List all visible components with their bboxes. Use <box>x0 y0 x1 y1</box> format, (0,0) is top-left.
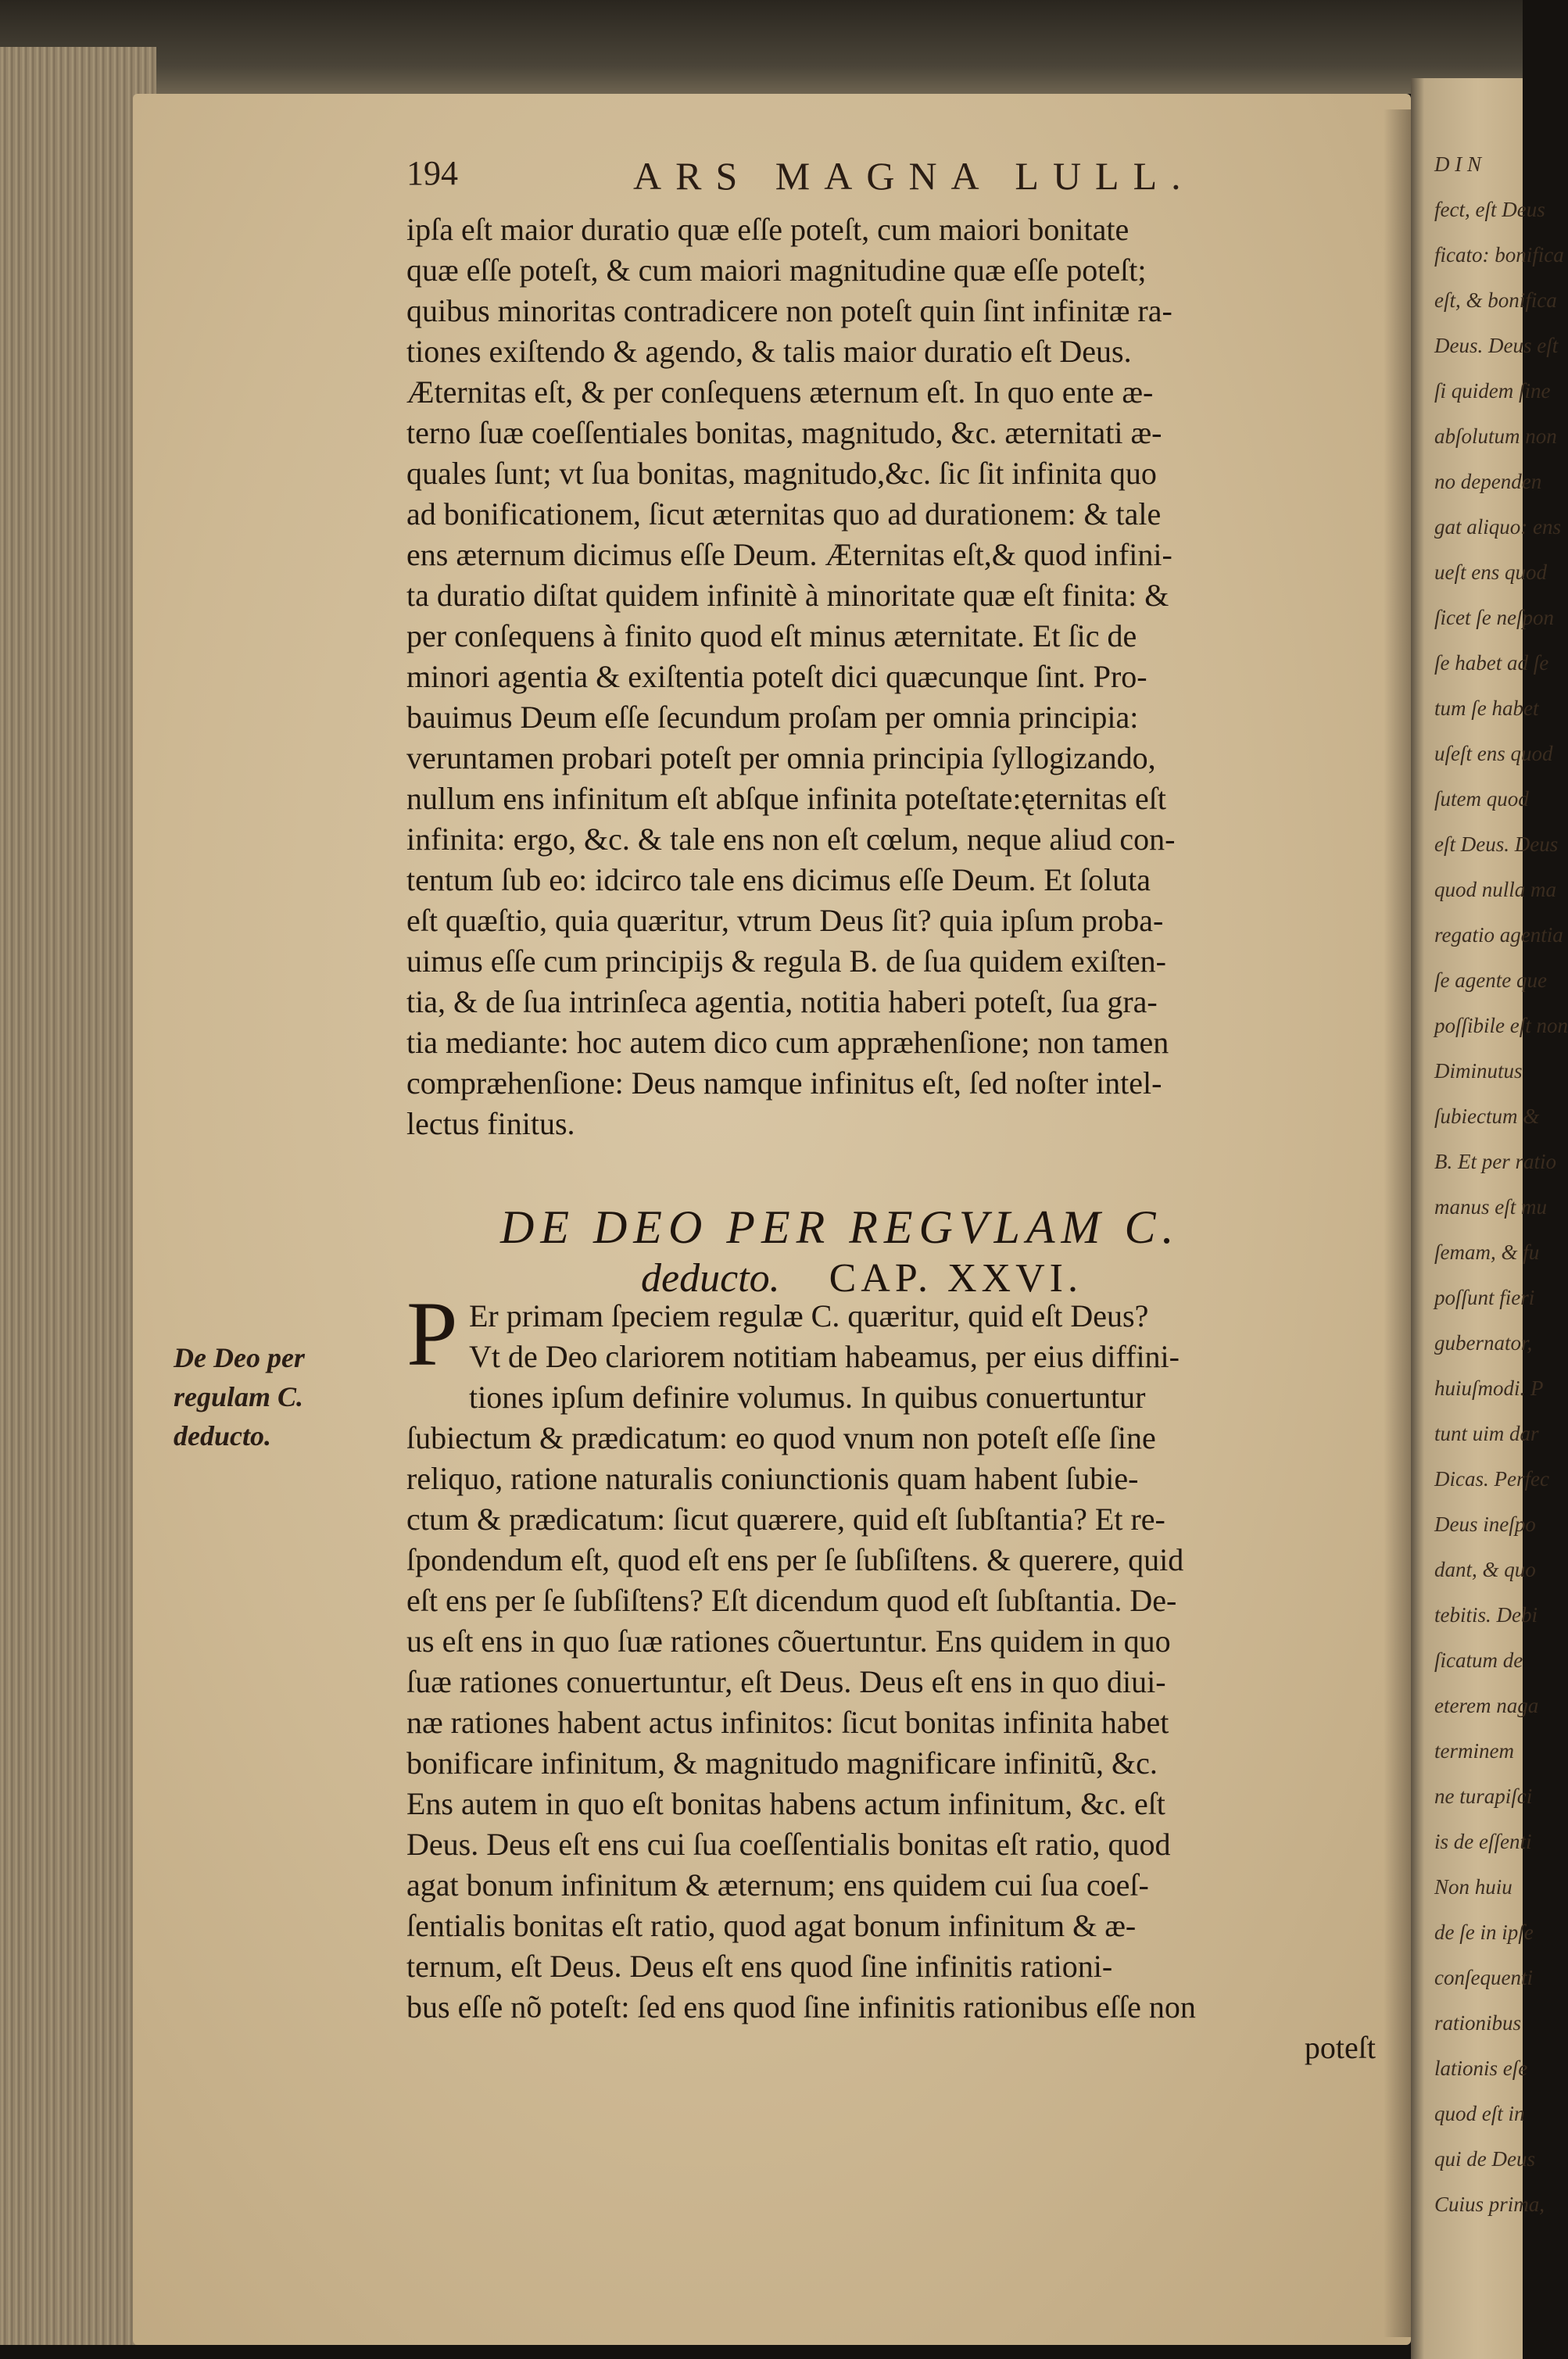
facing-page-line: no dependen <box>1434 470 1542 493</box>
facing-page-line: ne turapiſci <box>1434 1784 1533 1808</box>
facing-page-line: Dicas. Perfec <box>1434 1467 1549 1491</box>
text-line: tia mediante: hoc autem dico cum appræhenſione; non tamen <box>406 1025 1169 1060</box>
facing-page-line: fect, eſt Deus <box>1434 198 1545 221</box>
facing-page-line: de ſe in ipſe <box>1434 1920 1534 1944</box>
text-line: infinita: ergo, &c. & tale ens non eſt cœlum, neque aliud con- <box>406 822 1176 857</box>
facing-page-line: huiuſmodi. P <box>1434 1376 1544 1400</box>
chapter-text-line: agat bonum infinitum & æternum; ens quidem cui ſua coeſ- <box>406 1867 1149 1903</box>
text-line: quibus minoritas contradicere non poteſt quin ſint infinitæ ra- <box>406 293 1172 328</box>
text-line: ta duratio diſtat quidem infinitè à minoritate quæ eſt finita: & <box>406 578 1169 613</box>
drop-capital: P <box>406 1283 458 1385</box>
text-line: uimus eſſe cum principijs & regula B. de ſua quidem exiſten- <box>406 943 1166 979</box>
facing-page-line: ſicet ſe neſpon <box>1434 606 1554 629</box>
facing-page-fragment <box>1411 78 1568 2359</box>
chapter-text-line: ſuæ rationes conuertuntur, eſt Deus. Deus eſt ens in quo diui- <box>406 1664 1166 1699</box>
chapter-text-line: bonificare infinitum, & magnitudo magnificare infinitũ, &c. <box>406 1745 1158 1781</box>
margin-note-line: deducto. <box>174 1420 271 1452</box>
main-text <box>406 209 1376 2109</box>
chapter-text-line: Ens autem in quo eſt bonitas habens actum infinitum, &c. eſt <box>406 1786 1165 1821</box>
facing-page-line: tunt uim dar <box>1434 1422 1539 1445</box>
facing-page-line: ſe agente que <box>1434 968 1547 992</box>
chapter-text-line: næ rationes habent actus infinitos: ſicut bonitas infinita habet <box>406 1705 1169 1740</box>
facing-page-line: conſequenti <box>1434 1966 1533 1989</box>
facing-page-line: ſe habet ad ſe <box>1434 651 1549 675</box>
chapter-text-line: ſubiectum & prædicatum: eo quod vnum non poteſt eſſe ſine <box>406 1420 1156 1455</box>
facing-page-line: dant, & quo <box>1434 1558 1536 1581</box>
facing-page-line: abſolutum non <box>1434 424 1557 448</box>
chapter-text-line: ctum & prædicatum: ſicut quærere, quid eſt ſubſtantia? Et re- <box>406 1502 1165 1537</box>
text-line: quæ eſſe poteſt, & cum maiori magnitudine quæ eſſe poteſt; <box>406 252 1147 288</box>
chapter-text-line: Er primam ſpeciem regulæ C. quæritur, quid eſt Deus? <box>469 1298 1149 1333</box>
book-top-edge <box>0 0 1523 94</box>
facing-page-line: ſemam, & fu <box>1434 1240 1540 1264</box>
chapter-text-line: ſentialis bonitas eſt ratio, quod agat bonum infinitum & æ- <box>406 1908 1137 1943</box>
facing-page-line: eterem naga <box>1434 1694 1539 1717</box>
facing-page-line: terminem <box>1434 1739 1514 1763</box>
running-title: ARS MAGNA LULL. <box>633 154 1195 198</box>
text-line: Æternitas eſt, & per conſequens æternum eſt. In quo ente æ- <box>406 374 1154 410</box>
text-line: lectus finitus. <box>406 1106 575 1141</box>
facing-page-line: poſſunt fieri <box>1434 1286 1535 1309</box>
facing-page-line: eſt Deus. Deus <box>1434 832 1559 856</box>
facing-page-line: Deus. Deus eſt <box>1434 334 1559 357</box>
chapter-text-line: Deus. Deus eſt ens cui ſua coeſſentialis bonitas eſt ratio, quod <box>406 1827 1171 1862</box>
facing-page-line: uſeſt ens quod <box>1434 742 1553 765</box>
facing-page-line: ſubiectum & <box>1434 1104 1540 1128</box>
chapter-text-line: eſt ens per ſe ſubſiſtens? Eſt dicendum quod eſt ſubſtantia. De- <box>406 1583 1177 1618</box>
text-line: ens æternum dicimus eſſe Deum. Æternitas eſt,& quod infini- <box>406 537 1172 572</box>
facing-page-line: rationibus <box>1434 2011 1522 2035</box>
facing-page-line: Non huiu <box>1434 1875 1513 1899</box>
section-heading: DE DEO PER REGVLAM C. <box>500 1201 1180 1253</box>
facing-page-line: tebitis. Debi <box>1434 1603 1538 1627</box>
facing-page-line: ueſt ens quod <box>1434 560 1547 584</box>
facing-page-line: gat aliquo: ens <box>1434 515 1561 539</box>
facing-page-line: poſſibile eſt non <box>1434 1014 1568 1037</box>
chapter-text-line: Vt de Deo clariorem notitiam habeamus, per eius diffini- <box>469 1339 1180 1374</box>
text-line: tentum ſub eo: idcirco tale ens dicimus eſſe Deum. Et ſoluta <box>406 862 1151 897</box>
facing-page-line: Diminutus <box>1434 1059 1523 1083</box>
page-header <box>406 153 1399 208</box>
text-line: ad bonificationem, ſicut æternitas quo ad durationem: & tale <box>406 496 1162 532</box>
margin-note-line: regulam C. <box>174 1381 304 1412</box>
facing-page-line: ſi quidem ſine <box>1434 379 1551 403</box>
heading-deducto: deducto. <box>641 1256 780 1301</box>
text-line: tiones exiſtendo & agendo, & talis maior duratio eſt Deus. <box>406 334 1132 369</box>
facing-page-line: quod nulla ma <box>1434 878 1557 901</box>
facing-page-line: lationis eſe <box>1434 2057 1528 2080</box>
text-line: per conſequens à finito quod eſt minus æternitate. Et ſic de <box>406 618 1137 653</box>
section-heading-sub <box>641 1255 1083 1301</box>
text-line: quales ſunt; vt ſua bonitas, magnitudo,&c. ſic ſit infinita quo <box>406 456 1157 491</box>
text-line: terno ſuæ coeſſentiales bonitas, magnitudo, &c. æternitati æ- <box>406 415 1162 450</box>
facing-page-line: Deus ineſpo <box>1434 1512 1536 1536</box>
page-number: 194 <box>406 154 458 192</box>
chapter-text-line: reliquo, ratione naturalis coniunctionis quam habent ſubie- <box>406 1461 1139 1496</box>
margin-note <box>174 1338 400 1455</box>
facing-page-line: B. Et per ratio <box>1434 1150 1556 1173</box>
text-line: veruntamen probari poteſt per omnia principia ſyllogizando, <box>406 740 1156 775</box>
text-line: compræhenſione: Deus namque infinitus eſt, ſed noſter intel- <box>406 1065 1162 1101</box>
text-line: tia, & de ſua intrinſeca agentia, notitia haberi poteſt, ſua gra- <box>406 984 1158 1019</box>
facing-page-line: ſicatum de <box>1434 1648 1523 1672</box>
chapter-text-line: bus eſſe nõ poteſt: ſed ens quod ſine infinitis rationibus eſſe non <box>406 1989 1196 2024</box>
text-line: minori agentia & exiſtentia poteſt dici quæcunque ſint. Pro- <box>406 659 1147 694</box>
facing-page-line: ſutem quod <box>1434 787 1529 811</box>
margin-note-line: De Deo per <box>174 1342 305 1373</box>
facing-page-line: D I N <box>1434 152 1481 176</box>
facing-page-line: gubernator, <box>1434 1331 1533 1355</box>
chapter-text-line: ternum, eſt Deus. Deus eſt ens quod ſine infinitis rationi- <box>406 1949 1113 1984</box>
facing-page-line: quod eſt in <box>1434 2102 1525 2125</box>
facing-page-line: manus eſt mu <box>1434 1195 1547 1219</box>
facing-page-line: is de eſſenti <box>1434 1830 1532 1853</box>
facing-page-line: regatio agentia <box>1434 923 1563 947</box>
facing-page-line: qui de Deus <box>1434 2147 1535 2171</box>
text-line: ipſa eſt maior duratio quæ eſſe poteſt, cum maiori bonitate <box>406 212 1129 247</box>
facing-page-line: Cuius prima, <box>1434 2193 1545 2216</box>
facing-page-line: eſt, & bonifica <box>1434 288 1557 312</box>
text-line: bauimus Deum eſſe ſecundum proſam per omnia principia: <box>406 700 1139 735</box>
chapter-text-line: ſpondendum eſt, quod eſt ens per ſe ſubſiſtens. & querere, quid <box>406 1542 1184 1577</box>
text-line: eſt quæſtio, quia quæritur, vtrum Deus ſit? quia ipſum proba- <box>406 903 1164 938</box>
chapter-text-line: poteſt <box>1304 2030 1376 2065</box>
facing-page-line: tum ſe habet <box>1434 696 1539 720</box>
facing-page-line: ficato: bonifica <box>1434 243 1564 267</box>
chapter-text-line: tiones ipſum definire volumus. In quibus conuertuntur <box>469 1380 1146 1415</box>
chapter-number: CAP. XXVI. <box>829 1256 1083 1301</box>
chapter-text-line: us eſt ens in quo ſuæ rationes cõuertuntur. Ens quidem in quo <box>406 1623 1171 1659</box>
text-line: nullum ens infinitum eſt abſque infinita poteſtate:ęternitas eſt <box>406 781 1166 816</box>
